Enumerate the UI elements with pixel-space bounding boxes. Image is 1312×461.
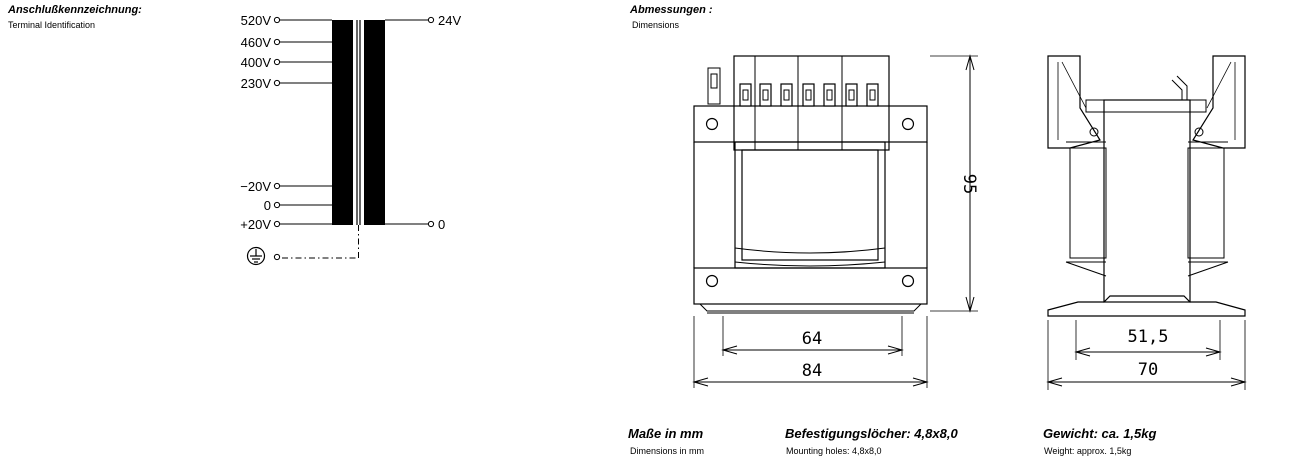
terminal-title: Anschlußkennzeichnung: xyxy=(8,4,142,16)
dimension-front-width-label: 84 xyxy=(801,361,823,381)
tap-terminal xyxy=(274,59,279,64)
dimension-side-width-label: 70 xyxy=(1137,360,1159,380)
dimension-front-hole-spacing-label: 64 xyxy=(801,329,823,349)
tap-terminal xyxy=(274,221,279,226)
secondary-terminal xyxy=(428,17,433,22)
tap-label-plus20v: +20V xyxy=(240,217,271,232)
secondary-label-0: 0 xyxy=(438,217,446,232)
front-mounting-hole xyxy=(903,276,914,287)
earth-ground-icon xyxy=(248,248,265,265)
front-top-plate xyxy=(694,106,927,142)
mounting-holes-title: Befestigungslöcher: 4,8x8,0 xyxy=(785,426,958,441)
transformer-schematic xyxy=(248,17,434,264)
secondary-label-24v: 24V xyxy=(438,13,462,28)
tap-label-0: 0 xyxy=(263,198,271,213)
side-terminal-cover-right xyxy=(1193,56,1245,148)
tap-label-460v: 460V xyxy=(240,35,271,50)
tap-label-minus20v: −20V xyxy=(240,179,271,194)
units-title: Maße in mm xyxy=(628,426,704,441)
side-core-stack xyxy=(1104,100,1190,302)
weight-subtitle: Weight: approx. 1,5kg xyxy=(1044,446,1132,456)
front-bottom-plate xyxy=(694,268,927,304)
front-coil-window xyxy=(735,142,885,268)
dimensions-title: Abmessungen : xyxy=(630,4,713,16)
weight-title: Gewicht: ca. 1,5kg xyxy=(1043,426,1157,441)
front-coil-inner xyxy=(742,150,878,260)
secondary-terminal xyxy=(428,221,433,226)
units-subtitle: Dimensions in mm xyxy=(630,446,705,456)
front-view xyxy=(694,56,978,388)
terminal-block xyxy=(708,56,889,150)
terminal-subtitle: Terminal Identification xyxy=(8,20,96,30)
tap-label-400v: 400V xyxy=(240,55,271,70)
dimension-side-hole-spacing-label: 51,5 xyxy=(1127,327,1169,347)
tap-terminal xyxy=(274,183,279,188)
secondary-winding xyxy=(364,20,385,225)
primary-winding xyxy=(332,20,353,225)
side-terminal-cover-left xyxy=(1048,56,1100,148)
mounting-holes-subtitle: Mounting holes: 4,8x8,0 xyxy=(786,446,882,456)
tap-terminal xyxy=(274,202,279,207)
tap-label-230v: 230V xyxy=(240,76,271,91)
tap-label-520v: 520V xyxy=(240,13,271,28)
tap-terminal xyxy=(274,39,279,44)
earth-terminal xyxy=(274,254,279,259)
tap-terminal xyxy=(274,17,279,22)
tap-terminal xyxy=(274,80,279,85)
front-mounting-hole xyxy=(707,276,718,287)
dimension-height-label: 95 xyxy=(959,173,979,195)
front-mounting-hole xyxy=(707,119,718,130)
dimensions-subtitle: Dimensions xyxy=(632,20,680,30)
side-base-bracket xyxy=(1048,296,1245,316)
front-mounting-hole xyxy=(903,119,914,130)
